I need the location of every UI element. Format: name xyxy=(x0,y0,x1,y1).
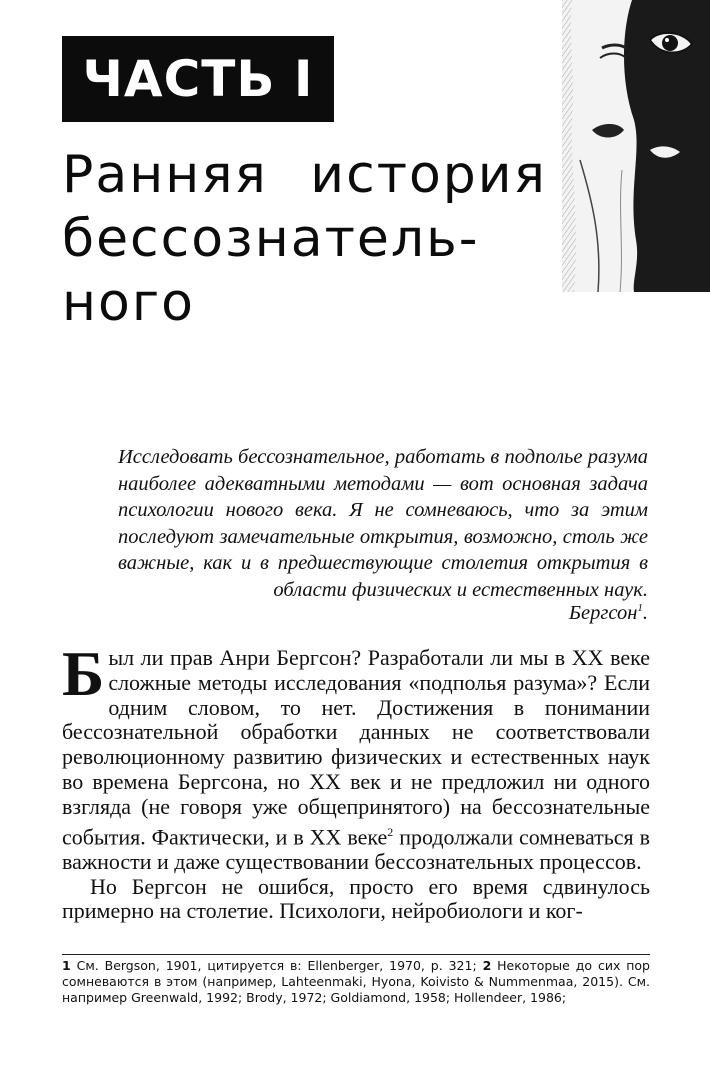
title-line-1: Ранняя история xyxy=(62,145,547,205)
author-name: Бергсон xyxy=(568,602,638,624)
footnote-divider xyxy=(62,954,650,955)
footnote-ref-2: 2 xyxy=(387,824,394,839)
paragraph-1-end: продолжали сомневаться в важности и даже существовании бессознательных процессов. xyxy=(62,823,650,874)
paragraph-1 xyxy=(62,638,650,875)
body-text xyxy=(62,638,650,924)
paragraph-2: Но Бергсон не ошибся, просто его время сдвинулось примерно на столетие. Психологи, нейробиологи и ког- xyxy=(62,873,650,924)
epigraph-quote: Исследовать бессознательное, работать в подполье разума наиболее адекватными методами — вот основная задача психологии нового века. Я не сомневаюсь, что за этим последуют замечательные открытия, возможно, столь же важные, как и в предшествующие столетия открытия в области физических и естественных наук. xyxy=(118,446,648,601)
chapter-title xyxy=(62,143,562,335)
drop-cap: Б xyxy=(62,638,105,709)
author-trailing: . xyxy=(642,602,648,624)
face-illustration xyxy=(562,0,710,292)
title-line-2: бессознатель- xyxy=(62,209,480,269)
footnote-number-1: 1 xyxy=(62,958,71,973)
footnote-number-2: 2 xyxy=(482,958,492,973)
footnotes xyxy=(62,958,650,1006)
title-line-3: ного xyxy=(62,273,195,333)
footnote-text-1: См. Bergson, 1901, цитируется в: Ellenberger, 1970, p. 321; xyxy=(70,958,483,973)
footnote-ref-1: 1 xyxy=(637,602,643,615)
paragraph-1-text: ыл ли прав Анри Бергсон? Разработали ли мы в XX веке сложные методы исследования «подполья разума»? Если одним словом, то нет. Достижения в понимании бессознательной обработки данных не соответствовали революционному развитию физических и естественных наук во времена Бергсона, но XX век и не предложил ни одного взгляда (не говоря уже общепринятого) на бессознательные события. Фактически, и в XX веке xyxy=(62,645,650,849)
part-label: ЧАСТЬ I xyxy=(62,36,334,122)
epigraph-author xyxy=(118,602,648,625)
footnote-text-2: Некоторые до сих пор сомневаются в этом (например, Lahteenmaki, Hyona, Koivisto & Nummenmaa, 2015). См. например Greenwald, 1992; Brody, 1972; Goldiamond, 1958; Hollendeer, 1986; xyxy=(62,958,650,1005)
